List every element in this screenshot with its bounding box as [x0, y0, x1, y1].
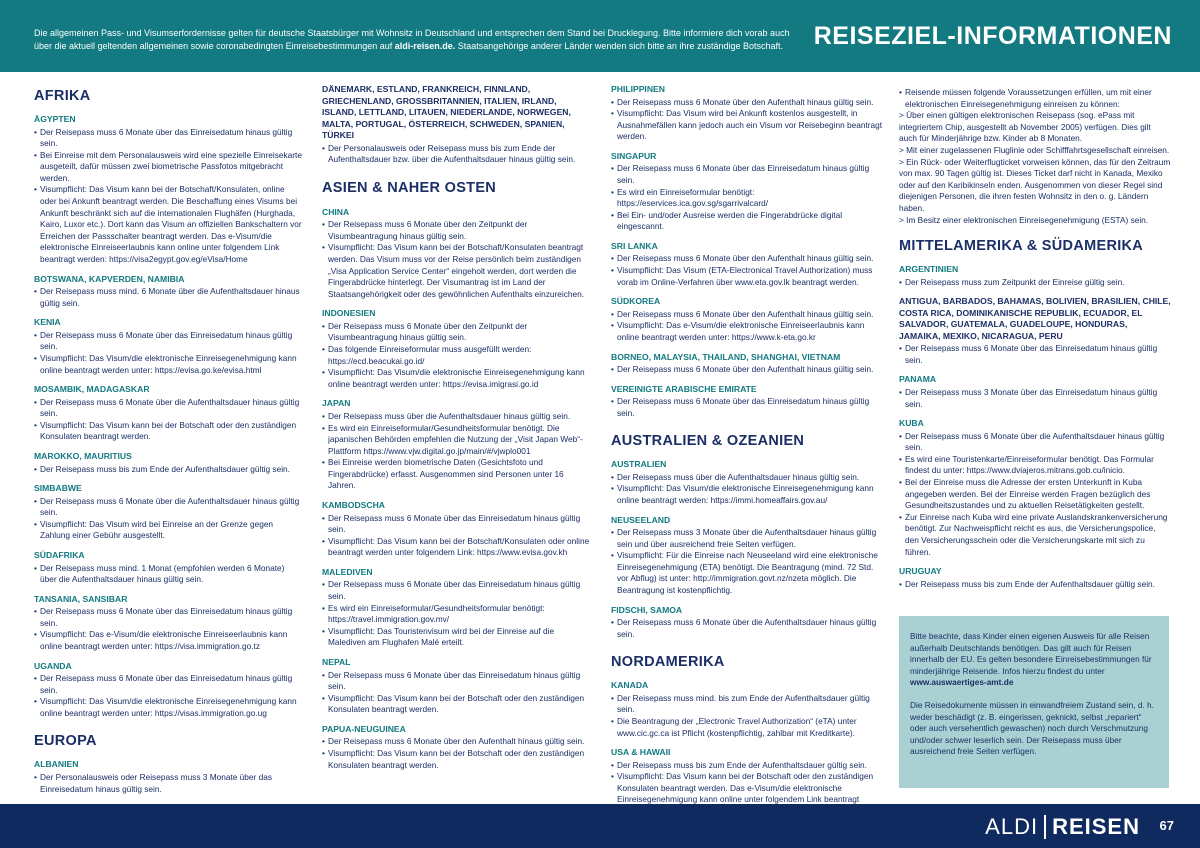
- country-entry: [34, 384, 302, 443]
- list-item: • Visumpflicht: Das Visum kann bei der Botschaft oder den zuständigen Konsulaten beantragt werden.: [34, 420, 302, 443]
- country-entry: [322, 207, 590, 301]
- list-item: • Der Reisepass muss 6 Monate über das Einreisedatum hinaus gültig sein.: [322, 513, 590, 536]
- list-item: • Der Reisepass muss über die Aufenthaltsdauer hinaus gültig sein.: [611, 472, 883, 484]
- country-entry: [34, 451, 302, 475]
- column-3: [611, 84, 883, 826]
- list-item: • Visumpflicht: Das Visum kann bei der Botschaft/Konsulaten, online oder bei Ankunft beantragt werden. Die Beschaffung eines Visums bei Ankunft beschränkt sich auf die internationalen Flughäfen (Hurghada, Kairo, Luxor etc.). Dort kann das Visum an offiziellen Bankschaltern vor Erreichen der Passschalter beantragt werden. Das e-Visum/die elektronische Einreiseerlaubnis kann online unter folgendem Link beantragt werden: https://visa2egypt.gov.eg/eVisa/Home: [34, 184, 302, 265]
- country-entry: [611, 680, 883, 739]
- list-item: • Visumpflicht: Das Visum wird bei Ankunft kostenlos ausgestellt, in Ausnahmefällen kann jedoch auch ein Visum vor Reisebeginn beantragt werden.: [611, 108, 883, 143]
- region-title: ASIEN & NAHER OSTEN: [322, 179, 497, 196]
- sub-item: > Mit einer zugelassenen Fluglinie oder Schifffahrtsgesellschaft einreisen.: [899, 144, 1170, 155]
- list-item: • Der Reisepass muss bis zum Ende der Aufenthaltsdauer gültig sein.: [34, 464, 302, 476]
- sub-item: > Im Besitz einer elektronischen Einreisegenehmigung (ESTA) sein.: [899, 214, 1149, 225]
- logo-divider: [1044, 815, 1046, 839]
- list-item: • Es wird ein Einreiseformular/Gesundheitsformular benötigt. Die japanischen Behörden empfehlen die Nutzung der „Visit Japan Web“-Plattform https://www.vjw.digital.go.jp/main/#/vjwplo001: [322, 423, 590, 458]
- country-name: PAPUA-NEUGUINEA: [322, 723, 406, 734]
- country-name: JAPAN: [322, 398, 351, 409]
- aldi-reisen-logo: ALDI REISEN: [985, 814, 1140, 839]
- list-item: • Reisende müssen folgende Voraussetzungen erfüllen, um mit einer elektronischen Einreisegenehmigung einreisen zu können:: [899, 87, 1171, 110]
- sub-item: > Ein Rück- oder Weiterflugticket vorweisen können, das für den Zeitraum von max. 90 Tagen gültig ist. Dieses Ticket darf nicht in Kanada, Mexiko oder auf den Karibikinseln enden. Ausgenommen von dieser Regel sind diejenigen Personen, die ihren festen Wohnsitz in den o. g. Ländern haben.: [899, 156, 1171, 213]
- country-name: KENIA: [34, 317, 61, 328]
- country-name: SINGAPUR: [611, 150, 657, 161]
- list-item: • Der Reisepass muss bis zum Ende der Aufenthaltsdauer gültig sein.: [611, 760, 883, 772]
- country-name: NEUSEELAND: [611, 514, 671, 525]
- country-entry: [322, 398, 590, 492]
- region-title: AFRIKA: [34, 88, 91, 104]
- region-title: MITTELAMERIKA & SÜDAMERIKA: [899, 238, 1144, 255]
- country-name: ALBANIEN: [34, 759, 79, 770]
- list-item: • Visumpflicht: Das e-Visum/die elektronische Einreiseerlaubnis kann online beantragt werden unter: https://visa.immigration.go.tz: [34, 629, 302, 652]
- country-name: ARGENTINIEN: [899, 264, 959, 275]
- list-item: • Visumpflicht: Das Visum/die elektronische Einreisegenehmigung kann online beantragt werden unter: https://evisa.imigrasi.go.id: [322, 367, 590, 390]
- list-item: • Der Reisepass muss 3 Monate über die Aufenthaltsdauer hinaus gültig sein und über ausreichend freie Seiten verfügen.: [611, 527, 883, 550]
- country-entry: [322, 500, 590, 559]
- country-name: ANTIGUA, BARBADOS, BAHAMAS, BOLIVIEN, BRASILIEN, CHILE, COSTA RICA, DOMINIKANISCHE REPUBLIK, ECUADOR, EL SALVADOR, GUATEMALA, GUADELOUPE, HONDURAS, JAMAIKA, MEXIKO, NICARAGUA, PERU: [899, 296, 1171, 341]
- country-name: CHINA: [322, 206, 350, 217]
- intro-text: Die allgemeinen Pass- und Visumserfordernisse gelten für deutsche Staatsbürger mit Wohnsitz in Deutschland und entsprechen dem Stand bei Drucklegung. Bitte informiere dich vorab auch über die aktuell geltenden allgemeinen sowie coronabedingten Einreisebestimmungen auf aldi-reisen.de. Staatsangehörige anderer Länder wenden sich bitte an ihre zuständige Botschaft.: [34, 28, 790, 51]
- country-name: ÄGYPTEN: [34, 114, 76, 124]
- list-item: • Der Reisepass muss mind. bis zum Ende der Aufenthaltsdauer gültig sein.: [611, 693, 883, 716]
- country-name: SIMBABWE: [34, 483, 82, 494]
- country-entry: [34, 114, 302, 266]
- country-name: PHILIPPINEN: [611, 84, 665, 94]
- list-item: • Visumpflicht: Das Touristenvisum wird bei der Einreise auf die Malediven am Flughafen Malé erteilt.: [322, 626, 590, 649]
- list-item: • Der Reisepass muss 6 Monate über das Einreisedatum hinaus gültig sein.: [899, 343, 1171, 366]
- info-link[interactable]: www.auswaertiges-amt.de: [910, 677, 1014, 688]
- list-item: • Zur Einreise nach Kuba wird eine private Auslandskrankenversicherung benötigt. Zur Nachweispflicht reicht es aus, die Versicherungspolice, den Versicherungsschein oder die Versicherungskarte mit sich zu führen.: [899, 512, 1171, 558]
- list-item: • Der Reisepass muss 6 Monate über das Einreisedatum hinaus gültig sein.: [34, 673, 302, 696]
- country-name: BORNEO, MALAYSIA, THAILAND, SHANGHAI, VIETNAM: [611, 351, 841, 362]
- column-4: [899, 87, 1171, 598]
- country-name: NEPAL: [322, 657, 351, 667]
- list-item: • Der Reisepass muss mind. 1 Monat (empfohlen werden 6 Monate) über die Aufenthaltsdauer hinaus gültig sein.: [34, 563, 302, 586]
- country-entry: [611, 352, 883, 376]
- list-item: • Visumpflicht: Das Visum/die elektronische Einreisegenehmigung kann online beantragt werden unter: https://visas.immigration.go.ug: [34, 696, 302, 719]
- list-item: • Der Reisepass muss bis zum Ende der Aufenthaltsdauer gültig sein.: [899, 579, 1171, 591]
- country-name: PANAMA: [899, 374, 937, 385]
- country-name: DÄNEMARK, ESTLAND, FRANKREICH, FINNLAND, GRIECHENLAND, GROSSBRITANNIEN, ITALIEN, IRLAND, ISLAND, LETTLAND, LITAUEN, NIEDERLANDE, NORWEGEN, MALTA, PORTUGAL, ÖSTERREICH, SCHWEDEN, SPANIEN, TÜRKEI: [322, 84, 571, 140]
- list-item: • Visumpflicht: Das Visum/die elektronische Einreisegenehmigung kann online beantragt werden unter: https://evisa.go.ke/evisa.html: [34, 353, 302, 376]
- country-name: SÜDKOREA: [611, 296, 661, 307]
- page-title: REISEZIEL-INFORMATIONEN: [813, 22, 1172, 50]
- list-item: • Der Reisepass muss 6 Monate über den Zeitpunkt der Visumbeantragung hinaus gültig sein.: [322, 321, 590, 344]
- country-name: TANSANIA, SANSIBAR: [34, 593, 128, 604]
- country-entry: [322, 84, 590, 166]
- list-item: • Der Reisepass muss 6 Monate über das Einreisedatum hinaus gültig sein.: [322, 579, 590, 602]
- sub-item: > Über einen gültigen elektronischen Reisepass (sog. ePass mit integriertem Chip, ausgestellt ab November 2005) verfügen. Dies gilt auch für Minderjährige bzw. Kinder ab 8 Monaten.: [899, 110, 1151, 144]
- list-item: • Der Reisepass muss 6 Monate über den Zeitpunkt der Visumbeantragung hinaus gültig sein.: [322, 219, 590, 242]
- country-name: MOSAMBIK, MADAGASKAR: [34, 384, 150, 395]
- list-item: • Der Reisepass muss über die Aufenthaltsdauer hinaus gültig sein.: [322, 411, 590, 423]
- list-item: • Der Reisepass muss 6 Monate über das Einreisedatum hinaus gültig sein.: [34, 606, 302, 629]
- country-name: USA & HAWAII: [611, 747, 671, 758]
- country-entry: [611, 605, 883, 641]
- list-item: • Der Reisepass muss 6 Monate über das Einreisedatum hinaus gültig sein.: [611, 163, 883, 186]
- list-item: • Es wird eine Touristenkarte/Einreiseformular benötigt. Das Formular findest du unter: https://www.dviajeros.mitrans.gob.cu/inicio.: [899, 454, 1171, 477]
- list-item: • Visumpflicht: Das Visum (ETA-Electronical Travel Authorization) muss vorab im Online-Verfahren über www.eta.gov.lk beantragt werden.: [611, 265, 883, 288]
- country-entry: [611, 384, 883, 420]
- country-entry: [322, 724, 590, 771]
- list-item: • Der Reisepass muss 6 Monate über die Aufenthaltsdauer hinaus gültig sein.: [899, 431, 1171, 454]
- list-item: • Visumpflicht: Das e-Visum/die elektronische Einreiseerlaubnis kann online beantragt werden unter: https://www.k-eta.go.kr: [611, 320, 883, 343]
- country-entry: [611, 459, 883, 506]
- country-entry: [322, 308, 590, 390]
- country-entry: [34, 661, 302, 720]
- country-name: SÜDAFRIKA: [34, 550, 85, 561]
- list-item: • Der Reisepass muss 6 Monate über das Einreisedatum hinaus gültig sein.: [34, 330, 302, 353]
- country-entry: [34, 317, 302, 376]
- country-entry: [611, 296, 883, 343]
- info-paragraph: Bitte beachte, dass Kinder einen eigenen Ausweis für alle Reisen außerhalb Deutschlands benötigen. Das gilt auch für Reisen innerhalb der EU. Es gelten besondere Einreisebestimmungen für minderjährige Reisende. Infos hierzu findest du unter www.auswaertiges-amt.de: [910, 631, 1152, 688]
- region-title: NORDAMERIKA: [611, 654, 725, 671]
- country-name: KAMBODSCHA: [322, 500, 386, 511]
- header-bar: [0, 0, 1200, 72]
- country-name: KUBA: [899, 418, 924, 429]
- list-item: • Der Reisepass muss 6 Monate über den Aufenthalt hinaus gültig sein.: [611, 309, 883, 321]
- country-entry: [899, 264, 1171, 288]
- country-name: KANADA: [611, 680, 649, 691]
- region-title: AUSTRALIEN & OZEANIEN: [611, 433, 805, 450]
- list-item: • Der Personalausweis oder Reisepass muss 3 Monate über das Einreisedatum hinaus gültig sein.: [34, 772, 302, 795]
- list-item: • Die Beantragung der „Electronic Travel Authorization“ (eTA) unter www.cic.gc.ca ist Pflicht (kostenpflichtig, zahlbar mit Kreditkarte).: [611, 716, 883, 739]
- info-paragraph: Die Reisedokumente müssen in einwandfreiem Zustand sein, d. h. weder beschädigt (z. B. eingerissen, geknickt, selbst „repariert“ oder auch versehentlich gewaschen) noch durch Verschmutzung und/oder schwer leserlich sein. Der Reisepass muss über ausreichend freie Seiten verfügen.: [910, 699, 1154, 757]
- list-item: • Der Reisepass muss 6 Monate über das Einreisedatum hinaus gültig sein.: [34, 127, 302, 150]
- country-name: MAROKKO, MAURITIUS: [34, 451, 132, 462]
- column-1: [34, 84, 302, 803]
- country-name: VEREINIGTE ARABISCHE EMIRATE: [611, 383, 757, 394]
- list-item: • Der Reisepass muss 6 Monate über den Aufenthalt hinaus gültig sein.: [611, 364, 883, 376]
- country-entry: [611, 151, 883, 233]
- country-entry: [899, 566, 1171, 590]
- list-item: • Der Reisepass muss mind. 6 Monate über die Aufenthaltsdauer hinaus gültig sein.: [34, 286, 302, 309]
- list-item: • Der Reisepass muss 6 Monate über den Aufenthalt hinaus gültig sein.: [611, 253, 883, 265]
- country-entry: [34, 483, 302, 542]
- list-item: • Der Personalausweis oder Reisepass muss bis zum Ende der Aufenthaltsdauer bzw. über die Aufenthaltsdauer hinaus gültig sein.: [322, 143, 590, 166]
- country-entry: [611, 241, 883, 288]
- list-item: • Der Reisepass muss 6 Monate über den Aufenthalt hinaus gültig sein.: [322, 736, 590, 748]
- page-number: 67: [1159, 818, 1174, 833]
- list-item: • Bei der Einreise muss die Adresse der ersten Unterkunft in Kuba angegeben werden. Bei der Einreise werden Fragen bezüglich des Gesundheitszustandes und zu aktuellen Reisetätigkeiten gestellt.: [899, 477, 1171, 512]
- list-item: • Der Reisepass muss 6 Monate über die Aufenthaltsdauer hinaus gültig sein.: [34, 397, 302, 420]
- intro-link[interactable]: aldi-reisen.de.: [394, 41, 456, 51]
- country-entry: [34, 274, 302, 310]
- list-item: • Es wird ein Einreiseformular benötigt: https://eservices.ica.gov.sg/sgarrivalcard/: [611, 187, 883, 210]
- country-entry: [611, 515, 883, 597]
- country-entry: [322, 657, 590, 716]
- column-2: [322, 84, 590, 779]
- country-name: INDONESIEN: [322, 308, 376, 319]
- country-name: UGANDA: [34, 660, 72, 671]
- list-item: • Der Reisepass muss zum Zeitpunkt der Einreise gültig sein.: [899, 277, 1171, 289]
- list-item: • Der Reisepass muss 6 Monate über den Aufenthalt hinaus gültig sein.: [611, 97, 883, 109]
- list-item: • Visumpflicht: Das Visum kann bei der Botschaft/Konsulaten oder online beantragt werden unter folgendem Link: https://www.evisa.gov.kh: [322, 536, 590, 559]
- country-name: URUGUAY: [899, 566, 942, 577]
- country-entry: [34, 759, 302, 795]
- list-item: • Visumpflicht: Das Visum kann bei der Botschaft oder den zuständigen Konsulaten beantragt werden.: [322, 693, 590, 716]
- info-box: [899, 616, 1169, 788]
- list-item: • Visumpflicht: Das Visum wird bei Einreise an der Grenze gegen Zahlung einer Gebühr ausgestellt.: [34, 519, 302, 542]
- list-item: • Das folgende Einreiseformular muss ausgefüllt werden: https://ecd.beacukai.go.id/: [322, 344, 590, 367]
- country-entry: [322, 567, 590, 649]
- country-entry: [34, 594, 302, 653]
- list-item: • Bei Einreise werden biometrische Daten (Gesichtsfoto und Fingerabdrücke) erfasst. Ausgenommen sind Personen unter 16 Jahren.: [322, 457, 590, 492]
- region-title: EUROPA: [34, 733, 97, 750]
- country-name: BOTSWANA, KAPVERDEN, NAMIBIA: [34, 273, 185, 284]
- country-entry: [899, 418, 1171, 558]
- list-item: • Visumpflicht: Für die Einreise nach Neuseeland wird eine elektronische Einreisegenehmigung (ETA) benötigt. Die Beantragung (mind. 72 Std. vor Abflug) ist unter: http://immigration.govt.nz/nzeta möglich. Die Beantragung ist kostenpflichtig.: [611, 550, 883, 596]
- country-name: FIDSCHI, SAMOA: [611, 604, 683, 615]
- country-entry: [611, 84, 883, 143]
- list-item: • Bei Ein- und/oder Ausreise werden die Fingerabdrücke digital eingescannt.: [611, 210, 883, 233]
- list-item: • Visumpflicht: Das Visum kann bei der Botschaft oder den zuständigen Konsulaten beantragt werden. Das e-Visum/die elektronische Einreisegenehmigung kann online unter folgendem Link beantragt: [611, 771, 883, 817]
- list-item: • Der Reisepass muss 6 Monate über die Aufenthaltsdauer hinaus gültig sein.: [34, 496, 302, 519]
- list-item: • Der Reisepass muss 6 Monate über das Einreisedatum hinaus gültig sein.: [322, 670, 590, 693]
- country-entry-continued: [899, 87, 1171, 226]
- list-item: • Es wird ein Einreiseformular/Gesundheitsformular benötigt: https://travel.immigration.gov.mv/: [322, 603, 590, 626]
- list-item: • Visumpflicht: Das Visum kann bei der Botschaft/Konsulaten beantragt werden. Das Visum muss vor der Reise persönlich beim zuständigen „Visa Application Service Center“ eingeholt werden, dort werden die Fingerabdrücke hinterlegt. Der Visumantrag ist im Land der Staatsangehörigkeit oder des gewöhnlichen Aufenthalts einzureichen.: [322, 242, 590, 300]
- country-name: MALEDIVEN: [322, 566, 373, 577]
- list-item: • Visumpflicht: Das Visum/die elektronische Einreisegenehmigung kann online beantragt werden: https://immi.homeaffairs.gov.au/: [611, 483, 883, 506]
- country-entry: [34, 550, 302, 586]
- country-name: SRI LANKA: [611, 240, 658, 251]
- country-name: AUSTRALIEN: [611, 459, 667, 470]
- list-item: • Der Reisepass muss 3 Monate über das Einreisedatum hinaus gültig sein.: [899, 387, 1171, 410]
- list-item: • Visumpflicht: Das Visum kann bei der Botschaft oder den zuständigen Konsulaten beantragt werden.: [322, 748, 590, 771]
- country-entry: [899, 296, 1171, 366]
- country-entry: [899, 374, 1171, 410]
- list-item: • Der Reisepass muss 6 Monate über die Aufenthaltsdauer hinaus gültig sein.: [611, 617, 883, 640]
- list-item: • Bei Einreise mit dem Personalausweis wird eine spezielle Einreisekarte ausgeteilt, dafür müssen zwei biometrische Passfotos mitgebracht werden.: [34, 150, 302, 185]
- list-item: • Der Reisepass muss 6 Monate über das Einreisedatum hinaus gültig sein.: [611, 396, 883, 419]
- footer-bar: [0, 804, 1200, 848]
